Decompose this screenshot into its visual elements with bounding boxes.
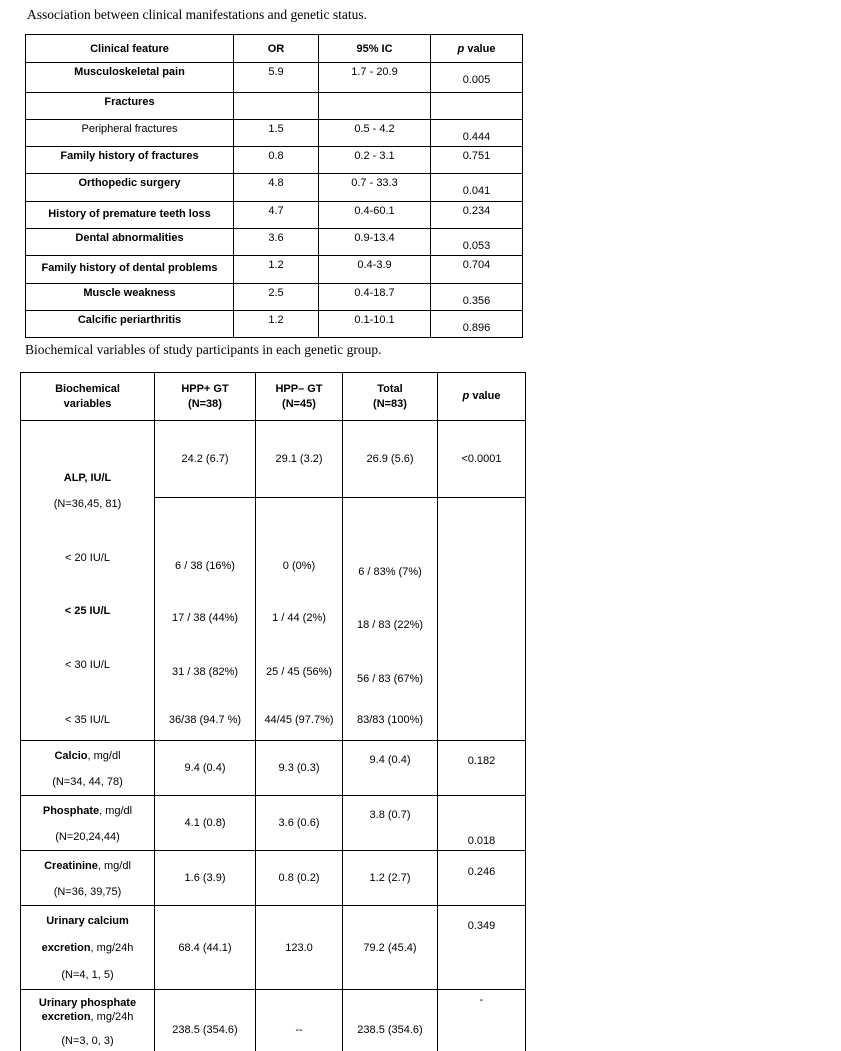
alp-variable-cell xyxy=(21,421,155,741)
p-value: 0.041 xyxy=(431,174,523,202)
table1-row-family-history-dental xyxy=(26,256,523,284)
alp-mean-hpp-negative: 29.1 (3.2) xyxy=(256,421,343,498)
ci-value: 0.4-60.1 xyxy=(319,202,431,229)
variable-name xyxy=(21,853,154,879)
threshold-value: 18 / 83 (22%) xyxy=(356,619,424,631)
ci-value: 0.4-18.7 xyxy=(319,284,431,311)
feature-label: Muscle weakness xyxy=(26,284,234,311)
value-hpp-positive: 9.4 (0.4) xyxy=(155,741,256,796)
variable-cell xyxy=(21,851,155,906)
p-label: value xyxy=(469,390,501,402)
ci-value: 0.2 - 3.1 xyxy=(319,147,431,174)
or-value: 4.7 xyxy=(234,202,319,229)
ci-value: 0.1-10.1 xyxy=(319,311,431,338)
table1-row-fractures xyxy=(26,93,523,120)
alp-thresholds-hpp-negative xyxy=(256,498,343,741)
ci-value xyxy=(319,93,431,120)
header-p-value xyxy=(431,35,523,63)
p-symbol: p xyxy=(457,42,465,55)
feature-label: Fractures xyxy=(26,93,234,120)
header-line: HPP– GT xyxy=(275,382,323,395)
feature-label: Family history of fractures xyxy=(26,147,234,174)
table2-row-phosphate xyxy=(21,796,526,851)
threshold-value: 25 / 45 (56%) xyxy=(265,666,333,678)
header-or: OR xyxy=(234,35,319,63)
variable-cell xyxy=(21,796,155,851)
p-value: 0.751 xyxy=(431,147,523,174)
alp-thresholds-p-empty xyxy=(438,498,526,741)
ci-value: 1.7 - 20.9 xyxy=(319,63,431,93)
table2-row-urinary-calcium xyxy=(21,906,526,990)
p-value: 0.704 xyxy=(431,256,523,284)
ci-value: 0.7 - 33.3 xyxy=(319,174,431,202)
feature-label: Dental abnormalities xyxy=(26,229,234,256)
header-line: (N=83) xyxy=(373,397,407,410)
threshold-value: 44/45 (97.7%) xyxy=(264,714,334,726)
threshold-value: 0 (0%) xyxy=(282,560,316,572)
threshold-value: 6 / 83% (7%) xyxy=(358,566,422,578)
header-line: (N=38) xyxy=(188,397,222,410)
alp-thresholds-hpp-positive xyxy=(155,498,256,741)
threshold-value: 6 / 38 (16%) xyxy=(175,560,235,572)
header-line: HPP+ GT xyxy=(181,382,229,395)
variable-name: Urinary phosphate xyxy=(38,997,137,1009)
alp-threshold-label: < 35 IU/L xyxy=(65,714,110,726)
ci-value: 0.9-13.4 xyxy=(319,229,431,256)
header-line: (N=45) xyxy=(282,397,316,410)
value-total: 1.2 (2.7) xyxy=(343,851,438,906)
variable-n: (N=4, 1, 5) xyxy=(61,969,114,981)
p-value: 0.896 xyxy=(431,311,523,338)
variable-name-bold: Phosphate xyxy=(42,805,100,817)
biochemical-variables-table xyxy=(20,372,526,1051)
header-hpp-negative xyxy=(256,373,343,421)
alp-threshold-label: < 30 IU/L xyxy=(65,659,110,671)
or-value: 2.5 xyxy=(234,284,319,311)
value-hpp-positive: 68.4 (44.1) xyxy=(155,906,256,990)
variable-cell xyxy=(21,741,155,796)
feature-label: Musculoskeletal pain xyxy=(26,63,234,93)
variable-unit: , mg/dl xyxy=(87,750,121,762)
header-line: Biochemical xyxy=(55,382,120,395)
threshold-value: 56 / 83 (67%) xyxy=(356,673,424,685)
feature-label: Orthopedic surgery xyxy=(26,174,234,202)
value-total: 9.4 (0.4) xyxy=(343,741,438,796)
p-value: 0.182 xyxy=(438,741,526,796)
variable-name-bold: Calcio xyxy=(54,750,88,762)
threshold-value: 1 / 44 (2%) xyxy=(272,612,326,624)
variable-unit: , mg/dl xyxy=(97,860,131,872)
or-value: 4.8 xyxy=(234,174,319,202)
feature-label: Calcific periarthritis xyxy=(26,311,234,338)
p-value: 0.246 xyxy=(438,851,526,906)
feature-label: Family history of dental problems xyxy=(26,256,234,284)
table2-row-alp-mean xyxy=(21,421,526,498)
or-value: 0.8 xyxy=(234,147,319,174)
variable-n: (N=34, 44, 78) xyxy=(52,776,123,788)
table1-row-muscle-weakness xyxy=(26,284,523,311)
variable-cell xyxy=(21,990,155,1051)
variable-n: (N=20,24,44) xyxy=(55,831,120,843)
variable-n: (N=3, 0, 3) xyxy=(61,1035,114,1047)
header-p-value xyxy=(438,373,526,421)
or-value: 3.6 xyxy=(234,229,319,256)
alp-threshold-label: < 20 IU/L xyxy=(65,552,110,564)
variable-name-bold: excretion xyxy=(41,942,91,954)
header-clinical-feature: Clinical feature xyxy=(26,35,234,63)
threshold-value: 36/38 (94.7 %) xyxy=(168,714,242,726)
p-value: 0.234 xyxy=(431,202,523,229)
variable-unit: , mg/dl xyxy=(99,805,133,817)
clinical-manifestations-table xyxy=(25,34,523,338)
alp-thresholds-total xyxy=(343,498,438,741)
or-value: 1.2 xyxy=(234,311,319,338)
alp-label: ALP, IU/L xyxy=(63,472,112,484)
feature-label: History of premature teeth loss xyxy=(26,202,234,229)
table1-row-orthopedic-surgery xyxy=(26,174,523,202)
ci-value: 0.5 - 4.2 xyxy=(319,120,431,147)
threshold-value: 31 / 38 (82%) xyxy=(171,666,239,678)
value-total: 3.8 (0.7) xyxy=(343,796,438,851)
or-value xyxy=(234,93,319,120)
value-hpp-positive: 4.1 (0.8) xyxy=(155,796,256,851)
value-hpp-negative: 9.3 (0.3) xyxy=(256,741,343,796)
biochemical-table-caption: Biochemical variables of study participants in each genetic group. xyxy=(25,342,382,357)
p-value: 0.018 xyxy=(438,796,526,851)
p-value: - xyxy=(438,990,526,1051)
p-value: 0.356 xyxy=(431,284,523,311)
alp-mean-hpp-positive: 24.2 (6.7) xyxy=(155,421,256,498)
p-value: 0.005 xyxy=(431,63,523,93)
value-total: 238.5 (354.6) xyxy=(343,990,438,1051)
ci-value: 0.4-3.9 xyxy=(319,256,431,284)
threshold-value: 83/83 (100%) xyxy=(356,714,424,726)
variable-name xyxy=(21,743,154,769)
table1-row-premature-teeth-loss xyxy=(26,202,523,229)
header-hpp-positive xyxy=(155,373,256,421)
value-hpp-negative: -- xyxy=(256,990,343,1051)
table2-header-row xyxy=(21,373,526,421)
variable-n: (N=36, 39,75) xyxy=(53,886,122,898)
p-label: value xyxy=(464,42,496,55)
value-total: 79.2 (45.4) xyxy=(343,906,438,990)
value-hpp-negative: 0.8 (0.2) xyxy=(256,851,343,906)
variable-name xyxy=(21,798,154,824)
alp-mean-total: 26.9 (5.6) xyxy=(343,421,438,498)
header-95-ic: 95% IC xyxy=(319,35,431,63)
variable-name2 xyxy=(21,1010,154,1024)
table1-header-row xyxy=(26,35,523,63)
header-line: Total xyxy=(377,382,403,395)
table2-row-creatinine xyxy=(21,851,526,906)
clinical-table-caption: Association between clinical manifestations and genetic status. xyxy=(27,7,368,22)
alp-threshold-label: < 25 IU/L xyxy=(64,605,111,617)
variable-cell xyxy=(21,906,155,990)
value-hpp-positive: 1.6 (3.9) xyxy=(155,851,256,906)
table1-row-peripheral-fractures xyxy=(26,120,523,147)
variable-name: Urinary calcium xyxy=(46,915,129,927)
table1-row-dental-abnormalities xyxy=(26,229,523,256)
value-hpp-negative: 123.0 xyxy=(256,906,343,990)
alp-p-value: <0.0001 xyxy=(438,421,526,498)
variable-unit: , mg/24h xyxy=(90,1011,134,1023)
header-biochemical-variables xyxy=(21,373,155,421)
variable-unit: , mg/24h xyxy=(90,942,134,954)
or-value: 1.2 xyxy=(234,256,319,284)
feature-label: Peripheral fractures xyxy=(26,120,234,147)
variable-name-bold: excretion xyxy=(41,1011,91,1023)
p-value: 0.444 xyxy=(431,120,523,147)
table2-row-urinary-phosphate xyxy=(21,990,526,1051)
table2-row-calcio xyxy=(21,741,526,796)
p-value: 0.053 xyxy=(431,229,523,256)
table1-row-musculoskeletal-pain xyxy=(26,63,523,93)
p-value: 0.349 xyxy=(438,906,526,990)
variable-name2 xyxy=(21,935,154,962)
p-value xyxy=(431,93,523,120)
header-line: variables xyxy=(63,397,112,410)
header-total xyxy=(343,373,438,421)
table1-row-family-history-fractures xyxy=(26,147,523,174)
value-hpp-positive: 238.5 (354.6) xyxy=(155,990,256,1051)
table1-row-calcific-periarthritis xyxy=(26,311,523,338)
p-symbol: p xyxy=(462,390,470,402)
alp-n: (N=36,45, 81) xyxy=(53,498,122,510)
or-value: 5.9 xyxy=(234,63,319,93)
variable-name-bold: Creatinine xyxy=(44,860,98,872)
value-hpp-negative: 3.6 (0.6) xyxy=(256,796,343,851)
or-value: 1.5 xyxy=(234,120,319,147)
threshold-value: 17 / 38 (44%) xyxy=(171,612,239,624)
